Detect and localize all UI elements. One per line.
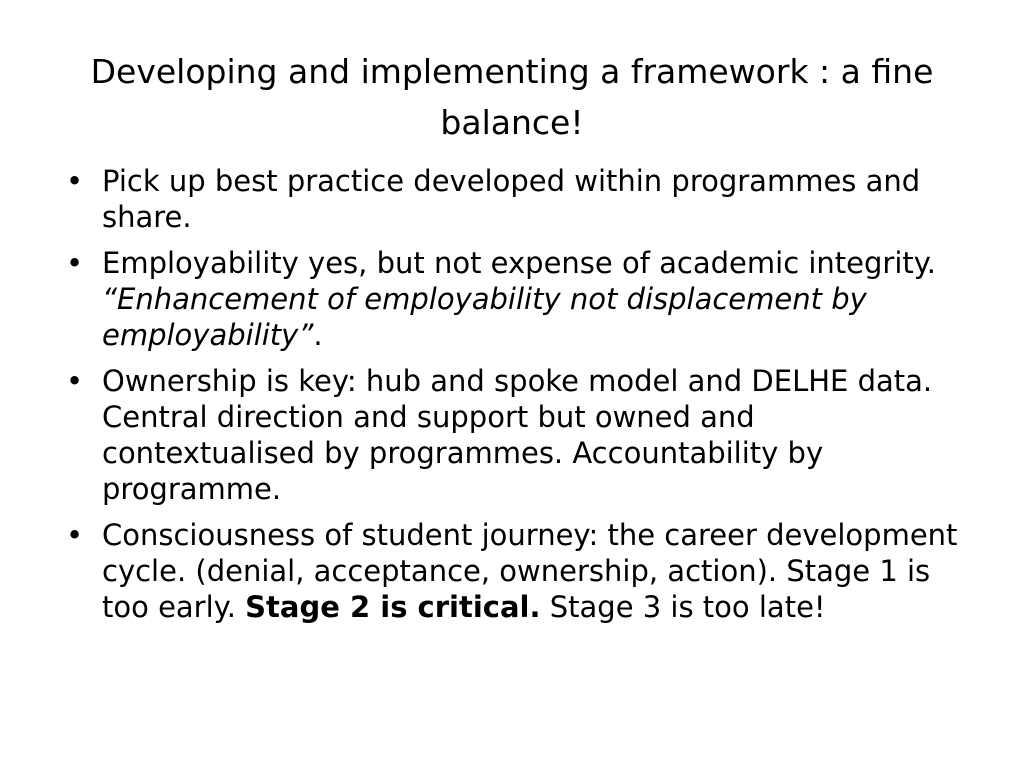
bullet-text: Consciousness of student journey: the career development cycle. (denial, acceptance, ownership, action). Stage 1 is too early. xyxy=(102,518,958,624)
bullet-item-best-practice xyxy=(66,163,966,235)
bullet-text-end: . xyxy=(313,318,323,352)
bullet-text: Ownership is key: hub and spoke model and DELHE data. Central direction and support but owned and contextualised by programmes. Accountability by programme. xyxy=(102,364,933,506)
bullet-dot-icon: • xyxy=(66,364,84,398)
bullet-quote: “Enhancement of employability not displacement by employability” xyxy=(102,282,867,352)
bullet-item-student-journey xyxy=(66,517,966,625)
bullet-text: Pick up best practice developed within programmes and share. xyxy=(102,164,921,234)
bullet-text: Employability yes, but not expense of academic integrity. xyxy=(102,246,937,280)
bullet-bold-text: Stage 2 is critical. xyxy=(245,590,541,624)
bullet-dot-icon: • xyxy=(66,518,84,552)
bullet-list xyxy=(66,163,966,635)
bullet-item-ownership xyxy=(66,363,966,507)
bullet-text-end: Stage 3 is too late! xyxy=(540,590,826,624)
bullet-dot-icon: • xyxy=(66,164,84,198)
bullet-dot-icon: • xyxy=(66,246,84,280)
slide-title: Developing and implementing a framework : a fine balance! xyxy=(90,52,934,142)
bullet-item-employability xyxy=(66,245,966,353)
